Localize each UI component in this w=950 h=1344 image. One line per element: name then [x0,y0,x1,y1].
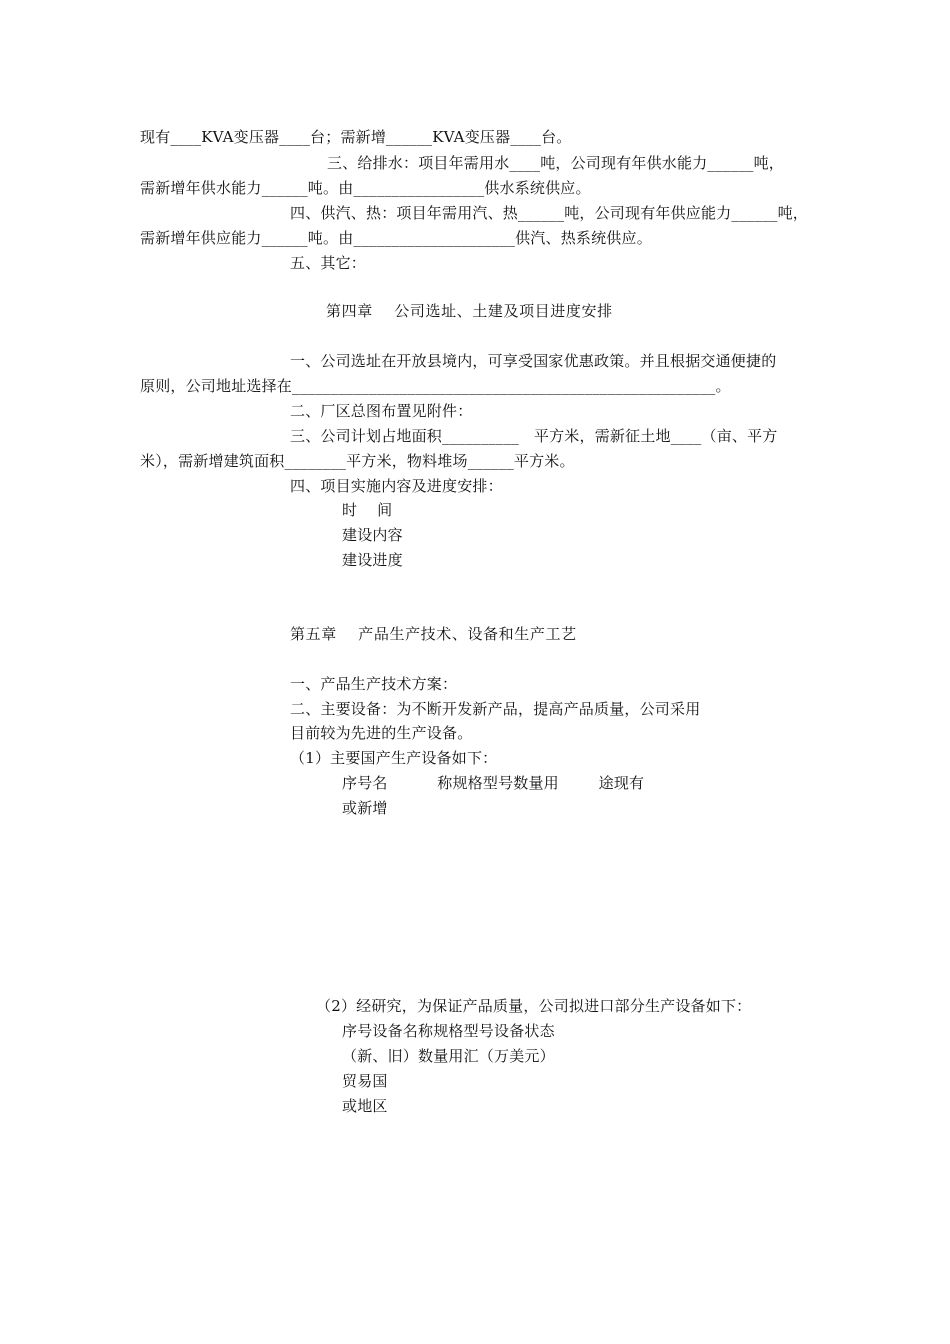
text-line: 目前较为先进的生产设备。 [290,724,473,742]
text-line: （2）经研究，为保证产品质量，公司拟进口部分生产设备如下： [316,997,752,1015]
text-line: 现有____KVA变压器____台；需新增______KVA变压器____台。 [140,128,572,146]
text-line: 一、公司选址在开放县境内，可享受国家优惠政策。并且根据交通便捷的 [290,352,777,370]
table-header-line: （新、旧）数量用汇（万美元） [342,1047,555,1065]
text-line: 时 间 [342,501,393,519]
text-line: （1）主要国产生产设备如下： [290,749,498,767]
text-line: 三、公司计划占地面积__________ 平方米，需新征土地____（亩、平方 [290,427,778,445]
text-line: 建设内容 [342,526,403,544]
text-line: 二、主要设备：为不断开发新产品，提高产品质量，公司采用 [290,700,701,718]
text-line: 一、产品生产技术方案： [290,675,458,693]
text-line: 米），需新增建筑面积________平方米，物料堆场______平方米。 [140,452,575,470]
text-line: 需新增年供水能力______吨。由_________________供水系统供应。 [140,179,591,197]
text-line: 三、给排水：项目年需用水____吨，公司现有年供水能力______吨， [327,154,785,172]
text-line: 建设进度 [342,551,403,569]
table-header-line: 序号名 称规格型号数量用 途现有 [342,774,645,792]
text-line: 五、其它： [290,254,367,272]
text-line: 四、供汽、热：项目年需用汽、热______吨，公司现有年供应能力______吨， [290,204,809,222]
text-line: 原则，公司地址选择在_______________________________________________________。 [140,377,731,395]
text-line: 二、厂区总图布置见附件： [290,402,473,420]
table-header-line: 贸易国 [342,1072,388,1090]
table-header-line: 或地区 [342,1097,388,1115]
chapter-heading: 第五章 产品生产技术、设备和生产工艺 [290,625,577,643]
text-line: 四、项目实施内容及进度安排： [290,477,503,495]
text-line: 需新增年供应能力______吨。由_____________________供汽、热系统供应。 [140,229,652,247]
table-header-line: 或新增 [342,799,388,817]
chapter-heading: 第四章 公司选址、土建及项目进度安排 [326,302,613,320]
table-header-line: 序号设备名称规格型号设备状态 [342,1022,555,1040]
